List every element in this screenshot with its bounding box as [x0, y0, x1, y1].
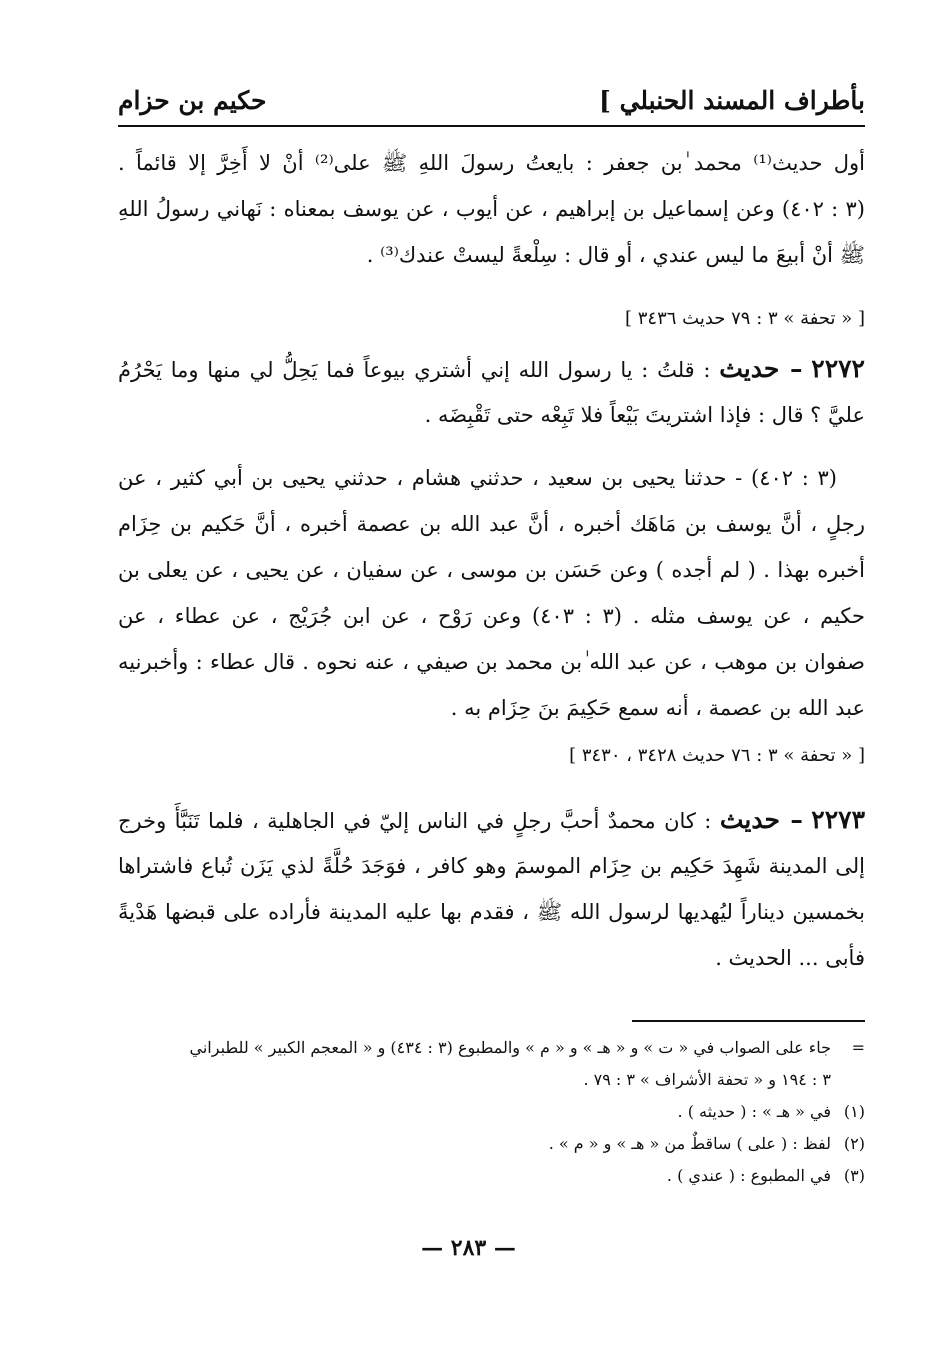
text-line: أول حديث⁽¹⁾ محمد ٰبن جعفر : بايعتُ رسولَ اللهِ ﷺ على⁽²⁾ أنْ لا أَخِرَّ إلا قائماً .	[118, 151, 865, 175]
chapter-title: حكيم بن حزام	[118, 86, 267, 115]
footnote-3	[110, 1160, 865, 1192]
footnote-2	[110, 1128, 865, 1160]
first-hadith-block	[118, 140, 865, 278]
isnad-2272-block	[118, 455, 865, 731]
footnotes	[110, 1032, 865, 1192]
text-line: عبد الله بن عصمة ، أنه سمع حَكِيمَ بنَ حِزَام به .	[450, 696, 865, 720]
text-line: إلى المدينة شَهِدَ حَكِيم بن حِزَام الموسمَ وهو كافر ، فوَجَدَ حُلَّةً لذي يَزَن تُباع فاشتراها	[118, 854, 865, 878]
hadith-2273-block: ٢٢٧٣ – حديث : كان محمدٌ أحبَّ رجلٍ في الناس إليّ في الجاهلية ، فلما تَنَبَّأَ وخرج إلى المدينة شَهِدَ حَكِيم بن حِزَام الموسمَ وهو كافر ، فوَجَدَ حُلَّةً لذي يَزَن تُباع فاشتراها بخمسين ديناراً ليُهديها لرسول الله ﷺ ، فقدم بها عليه المدينة فأراده على قبضها هَدْيةً فأبى ... الحديث .	[118, 797, 865, 981]
footnote-number: (٢)	[843, 1134, 865, 1153]
text-line: فأبى ... الحديث .	[715, 946, 865, 970]
footnote-text: في « هـ » : ( حديثه ) .	[677, 1102, 831, 1121]
footnote-text: لفظ : ( على ) ساقطٌ من « هـ » و « م » .	[548, 1134, 831, 1153]
reference-line: [ « تحفة » ٣ : ٧٩ حديث ٣٤٣٦ ]	[625, 308, 865, 329]
text-line: ﷺ أنْ أبيعَ ما ليس عندي ، أو قال : سِلْعةً ليستْ عندك⁽³⁾ .	[366, 243, 865, 267]
text-line: رجلٍ ، أنَّ يوسف بن مَاهَك أخبره ، أنَّ عبد الله بن عصمة أخبره ، أنَّ حَكيم بن حِزَام	[118, 512, 865, 536]
tuhfa-reference-1	[118, 299, 865, 339]
hadith-text: : كان محمدٌ أحبَّ رجلٍ في الناس إليّ في الجاهلية ، فلما تَنَبَّأَ وخرج	[118, 809, 712, 833]
tuhfa-reference-2	[118, 736, 865, 776]
hadith-label: حديث	[719, 354, 780, 383]
continuation-mark: =	[851, 1038, 865, 1057]
footnote-1	[110, 1096, 865, 1128]
text-line: (٣ : ٤٠٢) وعن إسماعيل بن إبراهيم ، عن أيوب ، عن يوسف بمعناه : نَهاني رسولُ اللهِ	[118, 197, 865, 221]
footnote-text: في المطبوع : ( عندي ) .	[666, 1166, 831, 1185]
footnote-number: (٣)	[843, 1166, 865, 1185]
footnote-rule	[632, 1020, 865, 1022]
text-line: حكيم ، عن يوسف مثله . (٣ : ٤٠٣) وعن رَوْح ، عن ابن جُرَيْج ، عن عطاء ، عن	[118, 604, 865, 628]
hadith-label: حديث	[719, 805, 780, 834]
hadith-2272-block: ٢٢٧٢ – حديث : قلتُ : يا رسول الله إني أشتري بيوعاً فما يَحِلُّ لي منها وما يَحْرُمُ عليَّ ؟ قال : فإذا اشتريتَ بَيْعاً فلا تَبِعْه حتى تَقْبِضَه .	[118, 346, 865, 438]
text-line: (٣ : ٤٠٢) - حدثنا يحيى بن سعيد ، حدثني هشام ، حدثني يحيى بن أبي كثير ، عن	[118, 466, 837, 490]
page-number: — ٢٨٣ —	[421, 1235, 516, 1261]
footnote-number: (١)	[843, 1102, 865, 1121]
hadith-text: عليَّ ؟ قال : فإذا اشتريتَ بَيْعاً فلا تَبِعْه حتى تَقْبِضَه .	[424, 403, 865, 427]
hadith-text: : قلتُ : يا رسول الله إني أشتري بيوعاً فما يَحِلُّ لي منها وما يَحْرُمُ	[118, 358, 711, 382]
reference-line: [ « تحفة » ٣ : ٧٦ حديث ٣٤٢٨ ، ٣٤٣٠ ]	[569, 745, 865, 766]
running-header	[118, 86, 865, 126]
header-rule	[118, 125, 865, 127]
text-line: صفوان بن موهب ، عن عبد الله ٰبن محمد بن صيفي ، عنه نحوه . قال عطاء : وأخبرنيه	[118, 650, 865, 674]
footnote-continuation: =جاء على الصواب في « ت » و « هـ » و « م » والمطبوع (٣ : ٤٣٤) و « المعجم الكبير » للطبراني	[110, 1032, 865, 1064]
text-line: بخمسين ديناراً ليُهديها لرسول الله ﷺ ، فقدم بها عليه المدينة فأراده على قبضها هَدْيةً	[118, 900, 865, 924]
book-title: بأطراف المسند الحنبلي ]	[599, 86, 865, 115]
hadith-number: ٢٢٧٣	[811, 805, 865, 834]
hadith-number: ٢٢٧٢	[811, 354, 865, 383]
footnote-continuation: ٣ : ١٩٤ و « تحفة الأشراف » ٣ : ٧٩ .	[583, 1070, 831, 1089]
text-line: أخبره بهذا . ( لم أجده ) وعن حَسَن بن موسى ، عن سفيان ، عن يحيى ، عن يعلى بن	[118, 558, 865, 582]
